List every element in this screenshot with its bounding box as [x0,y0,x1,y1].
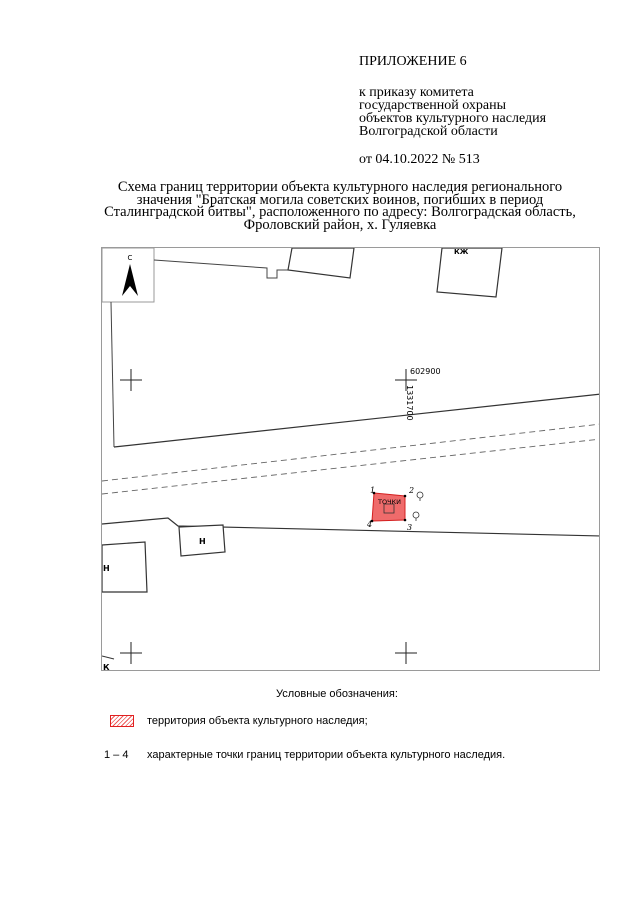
north-arrow [102,248,154,302]
road-axis-dashed [102,424,600,481]
order-line: Волгоградской области [359,124,498,139]
document-title [90,181,590,231]
boundary-point [404,519,407,522]
legend-points-text: характерные точки границ территории объекта культурного наследия. [147,749,506,761]
legend-points-range: 1 – 4 [104,749,129,761]
title-line: Схема границ территории объекта культурного наследия регионального [117,179,563,195]
order-line: объектов культурного наследия [359,111,547,126]
title-line: Фроловский район, х. Гуляевка [243,216,437,233]
parcel-boundary [154,260,292,278]
territory-swatch [110,715,134,727]
point-label: 2 [409,486,415,495]
road-axis-dashed [102,439,600,494]
grid-cross [395,642,417,664]
legend-title: Условные обозначения: [276,688,398,700]
order-reference [359,86,546,138]
road-edge-south [102,518,600,536]
tree-icon [413,512,419,521]
title-line: значения "Братская могила советских воинов, погибших в период [136,191,544,208]
coordinate-x-label: 602900 [410,367,441,376]
heritage-territory [372,493,405,521]
building-label: Н [103,564,110,573]
legend-territory-text: территория объекта культурного наследия; [147,715,368,727]
boundary-point [404,495,407,498]
title-line: Сталинградской битвы", расположенного по адресу: Волгоградская область, [104,204,576,221]
boundary-map [101,247,600,671]
north-letter: С [127,254,133,262]
point-label: 3 [407,523,413,532]
building-label: К [103,663,110,672]
grid-cross [120,642,142,664]
road-edge-north [114,394,600,447]
point-label: 4 [367,520,373,529]
coordinate-y-label: 1331700 [405,385,414,421]
grid-cross [120,369,142,391]
object-label: ТОЧКИ [378,498,402,506]
building-top-1 [288,248,354,278]
building-label: Н [199,537,206,546]
order-line: государственной охраны [359,98,507,113]
tree-icon [417,492,423,501]
building-top-2 [437,248,502,297]
building-label: КЖ [454,248,469,256]
order-line: к приказу комитета [359,85,474,100]
building-edge [102,656,114,659]
appendix-heading: ПРИЛОЖЕНИЕ 6 [359,54,467,69]
parcel-boundary [111,302,114,447]
map-drawing [102,248,600,671]
order-date-number: от 04.10.2022 № 513 [359,152,480,167]
point-label: 1 [370,486,376,495]
